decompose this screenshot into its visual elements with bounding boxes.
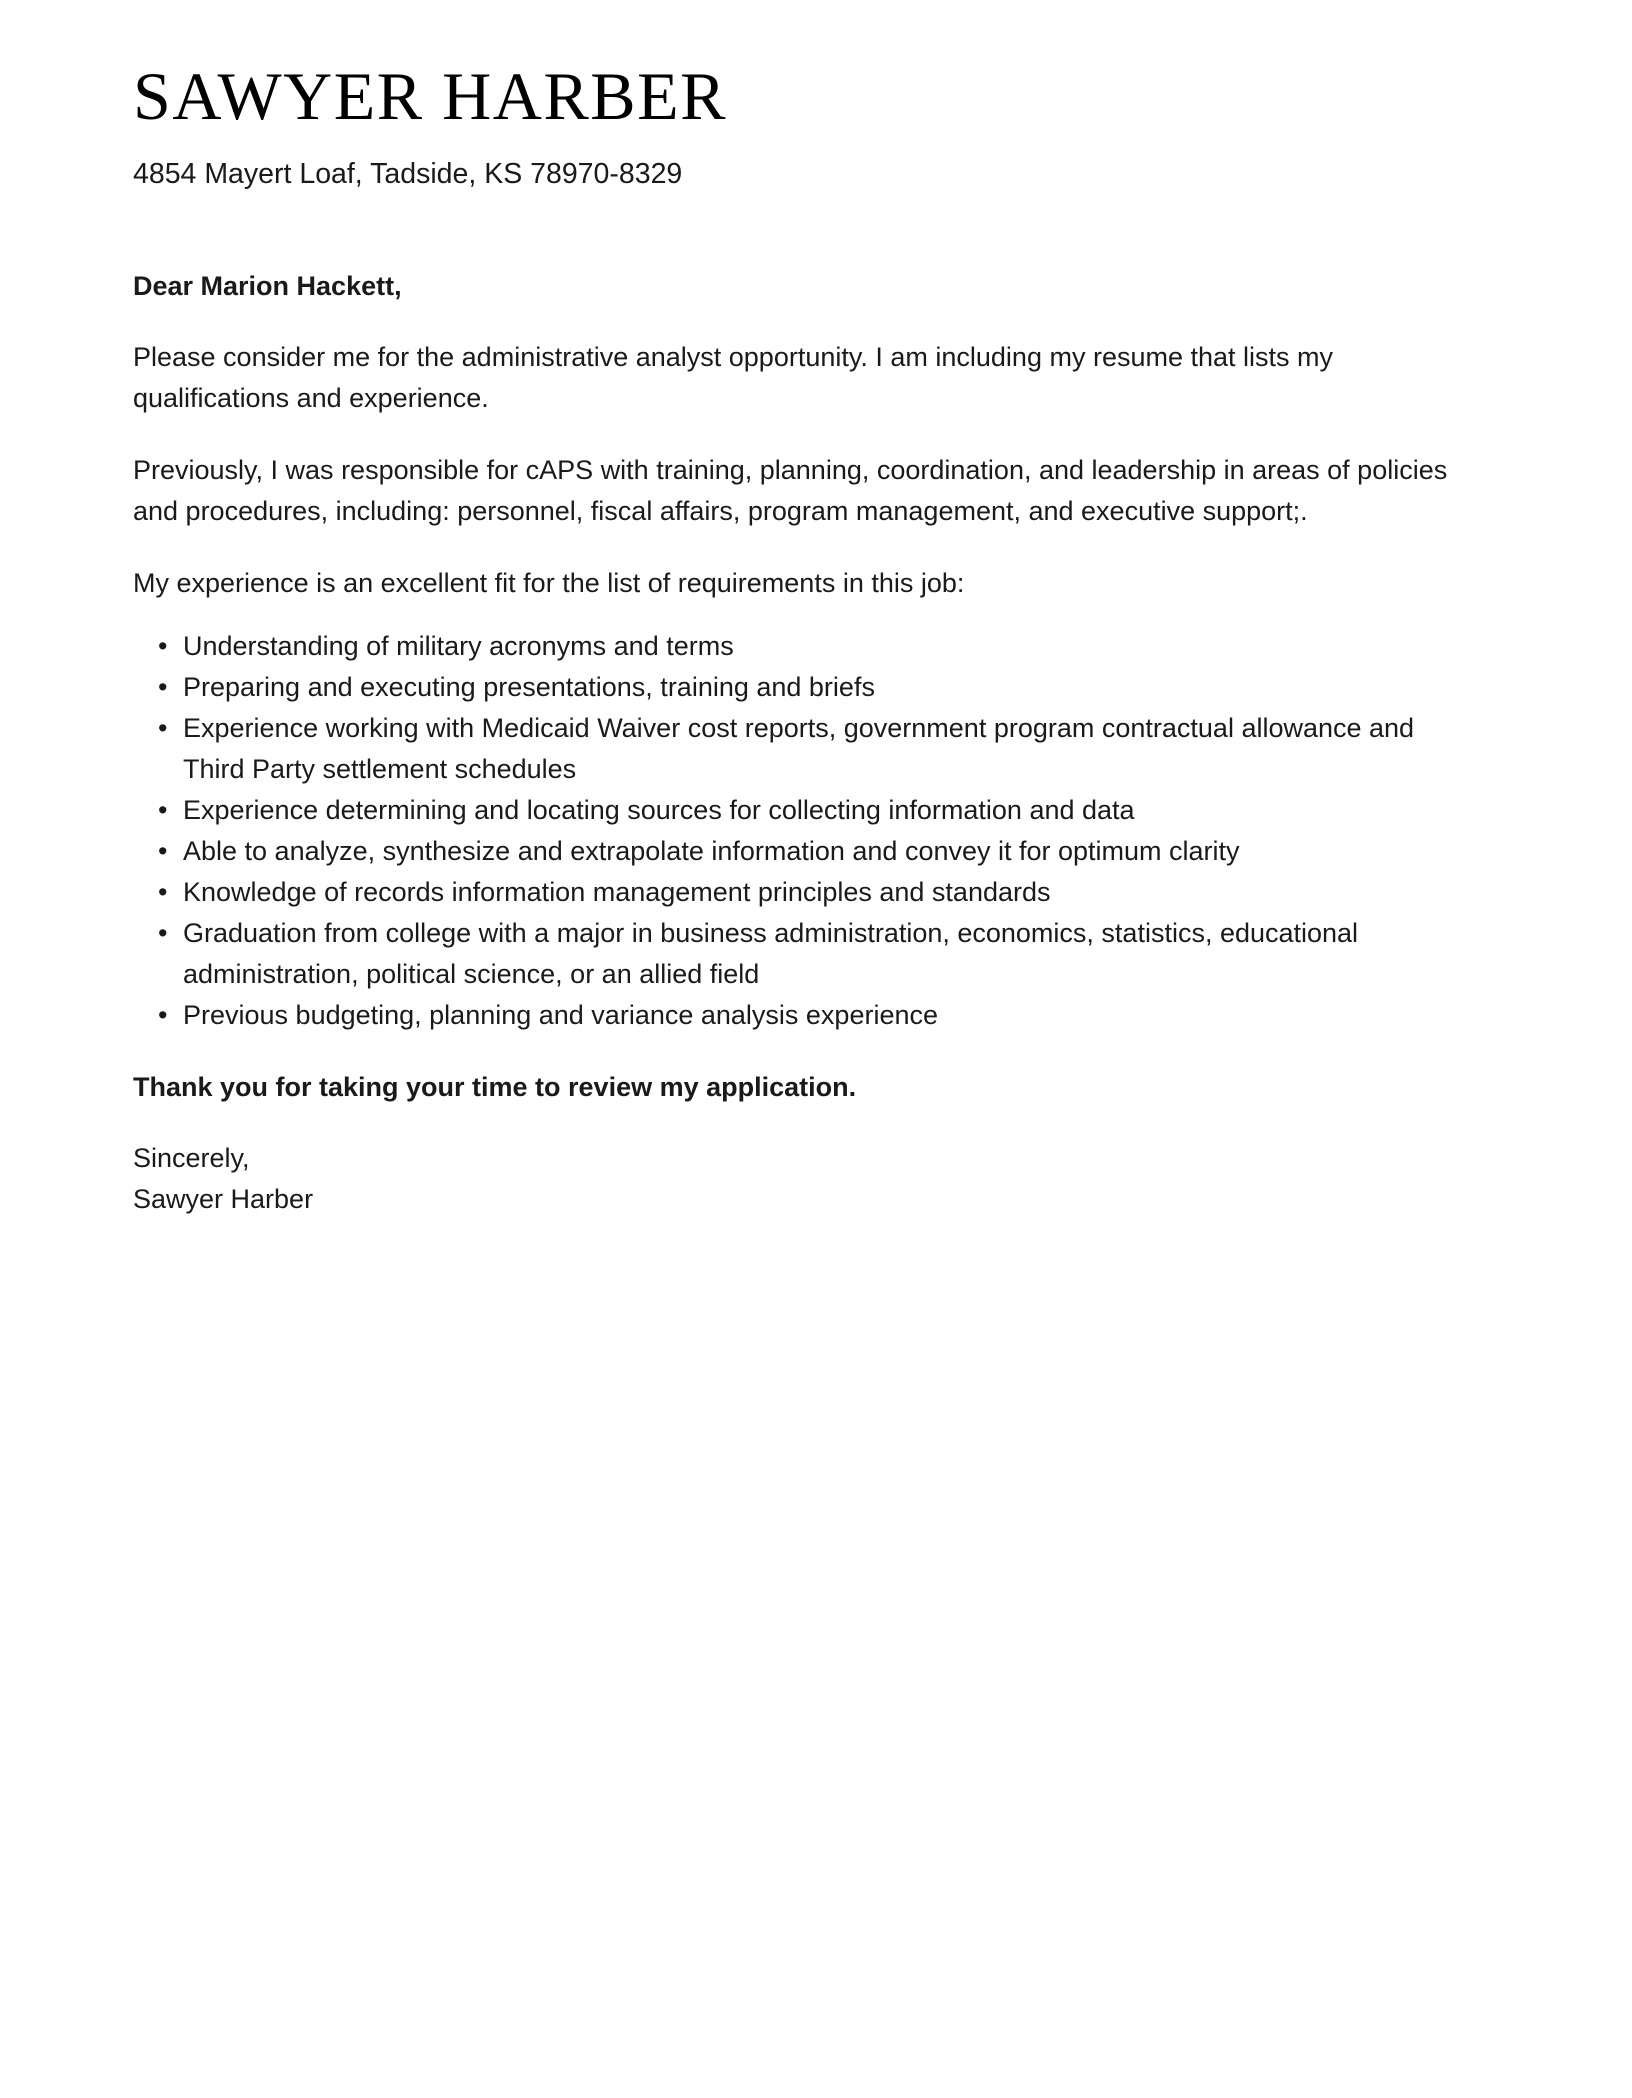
letterhead	[133, 0, 1473, 193]
letter-body	[133, 193, 1473, 1221]
list-item: • Experience determining and locating sources for collecting information and data	[133, 790, 1473, 831]
salutation: Dear Marion Hackett,	[133, 270, 402, 301]
applicant-name: SAWYER HARBER	[133, 58, 727, 134]
closing-thanks: Thank you for taking your time to review my application.	[133, 1072, 857, 1103]
letter-content	[133, 0, 1473, 1220]
sign-off: Sincerely,	[133, 1143, 250, 1174]
signature-name: Sawyer Harber	[133, 1184, 314, 1215]
list-item: • Previous budgeting, planning and variance analysis experience	[133, 995, 1473, 1036]
requirements-list	[133, 626, 1473, 1036]
requirements-intro: My experience is an excellent fit for the list of requirements in this job:	[133, 567, 965, 598]
signature-block	[133, 1138, 1473, 1220]
list-item: • Graduation from college with a major in business administration, economics, statistics, educational administration, political science, or an allied field	[133, 913, 1473, 995]
body-paragraph-2: Previously, I was responsible for cAPS with training, planning, coordination, and leadership in areas of policies and procedures, including: personnel, fiscal affairs, program management, and executive support;.	[133, 454, 1448, 526]
list-item: • Knowledge of records information management principles and standards	[133, 872, 1473, 913]
body-paragraph-1: Please consider me for the administrative analyst opportunity. I am including my resume that lists my qualifications and experience.	[133, 341, 1334, 413]
applicant-address: 4854 Mayert Loaf, Tadside, KS 78970-8329	[133, 158, 683, 190]
list-item: • Experience working with Medicaid Waiver cost reports, government program contractual allowance and Third Party settlement schedules	[133, 708, 1473, 790]
list-item: • Preparing and executing presentations, training and briefs	[133, 667, 1473, 708]
list-item: • Able to analyze, synthesize and extrapolate information and convey it for optimum clarity	[133, 831, 1473, 872]
list-item: • Understanding of military acronyms and terms	[133, 626, 1473, 667]
